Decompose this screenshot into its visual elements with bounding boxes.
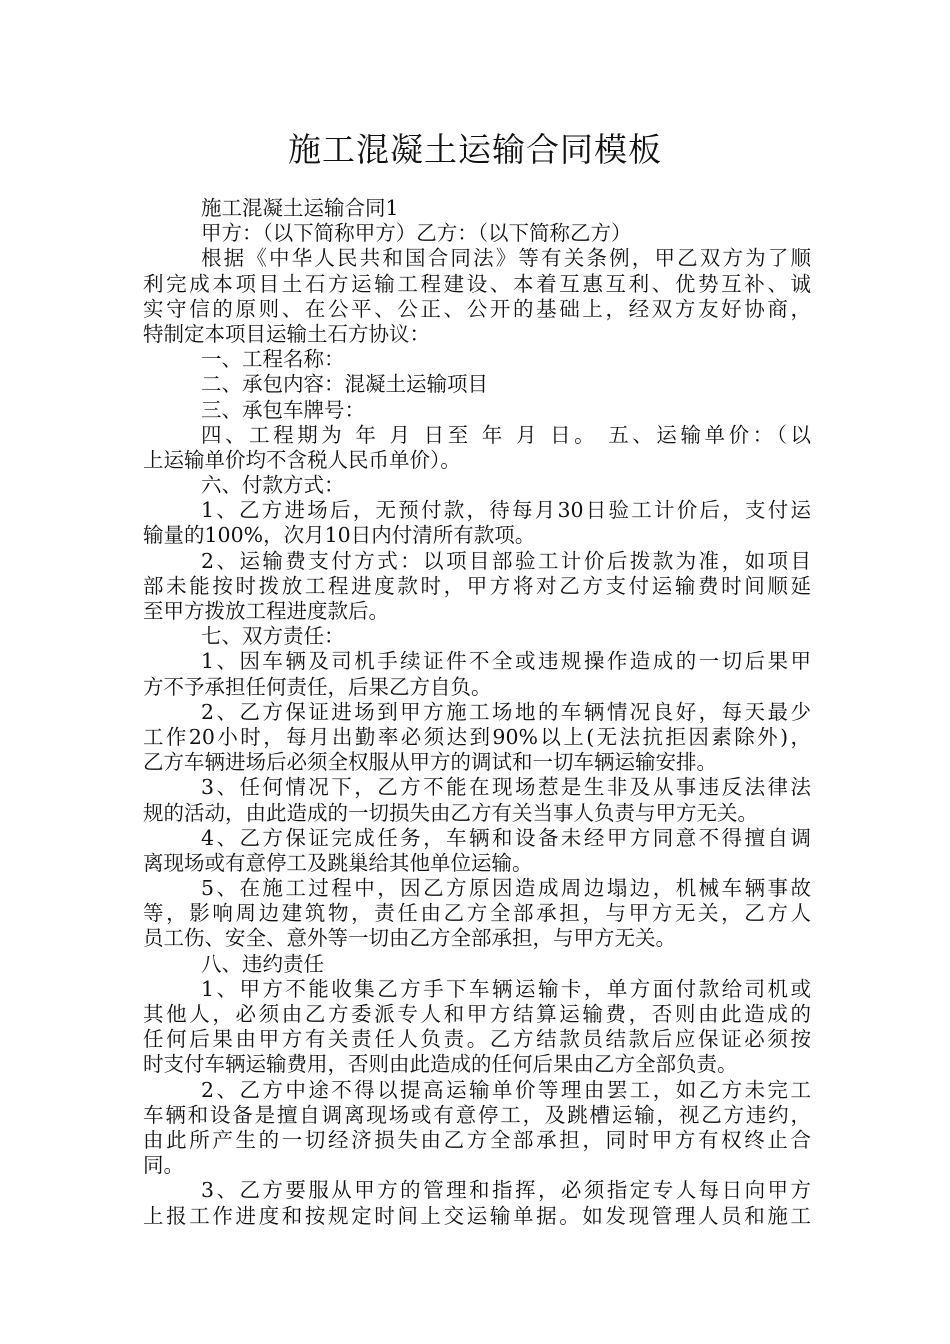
body-line: 2、乙方保证进场到甲方施工场地的车辆情况良好，每天最少 [201, 699, 811, 724]
body-line: 七、双方责任： [201, 624, 345, 649]
body-line: 一、工程名称： [201, 347, 345, 372]
body-line: 至甲方拨放工程进度款后。 [143, 599, 389, 623]
body-line: 根据《中华人民共和国合同法》等有关条例，甲乙双方为了顺 [201, 246, 811, 271]
body-line: 利完成本项目土石方运输工程建设、本着互惠互利、优势互补、诚 [143, 271, 811, 296]
body-line: 时支付车辆运输费用，否则由此造成的任何后果由乙方全部负责。 [143, 1052, 738, 1077]
body-line: 工作20小时，每月出勤率必须达到90%以上(无法抗拒因素除外)， [143, 724, 811, 749]
body-line: 上运输单价均不含税人民币单价）。 [143, 447, 461, 472]
body-line: 1、因车辆及司机手续证件不全或违规操作造成的一切后果甲 [201, 649, 811, 674]
body-line: 其他人，必须由乙方委派专人和甲方结算运输费，否则由此造成的 [143, 1002, 811, 1026]
body-line: 任何后果由甲方有关责任人负责。乙方结款员结款后应保证必须按 [143, 1027, 811, 1052]
body-line: 方不予承担任何责任，后果乙方自负。 [143, 674, 492, 699]
body-line: 由此所产生的一切经济损失由乙方全部承担，同时甲方有权终止合 [143, 1127, 811, 1152]
body-line: 2、运输费支付方式：以项目部验工计价后拨款为准，如项目 [201, 548, 811, 573]
body-line: 特制定本项目运输土石方协议： [143, 321, 430, 346]
document-body [143, 196, 811, 1229]
body-line: 三、承包车牌号： [201, 397, 365, 422]
body-line: 四、工程期为 年 月 日至 年 月 日。 五、运输单价：（以 [201, 422, 811, 447]
body-line: 3、乙方要服从甲方的管理和指挥，必须指定专人每日向甲方 [201, 1178, 811, 1203]
body-line: 4、乙方保证完成任务，车辆和设备未经甲方同意不得擅自调 [201, 825, 811, 850]
body-line: 等，影响周边建筑物，责任由乙方全部承担，与甲方无关，乙方人 [143, 901, 811, 926]
document-title: 施工混凝土运输合同模板 [288, 130, 662, 169]
body-line: 输量的100%，次月10日内付清所有款项。 [143, 523, 536, 548]
body-line: 2、乙方中途不得以提高运输单价等理由罢工，如乙方未完工 [201, 1077, 811, 1102]
body-line: 实守信的原则、在公平、公正、公开的基础上，经双方友好协商， [143, 296, 811, 321]
body-line: 甲方：（以下简称甲方）乙方：（以下简称乙方） [201, 221, 632, 246]
body-line: 八、违约责任 [201, 951, 324, 976]
body-line: 离现场或有意停工及跳巢给其他单位运输。 [143, 850, 533, 875]
body-line: 5、在施工过程中，因乙方原因造成周边塌边，机械车辆事故 [201, 876, 811, 901]
body-line: 规的活动，由此造成的一切损失由乙方有关当事人负责与甲方无关。 [143, 800, 758, 825]
body-line: 3、任何情况下，乙方不能在现场惹是生非及从事违反法律法 [201, 775, 811, 800]
body-line: 员工伤、安全、意外等一切由乙方全部承担，与甲方无关。 [143, 926, 676, 951]
body-line: 1、甲方不能收集乙方手下车辆运输卡，单方面付款给司机或 [201, 976, 811, 1001]
body-line: 六、付款方式： [201, 473, 345, 498]
body-line: 车辆和设备是擅自调离现场或有意停工，及跳槽运输，视乙方违约， [143, 1102, 811, 1127]
body-line: 乙方车辆进场后必须全权服从甲方的调试和一切车辆运输安排。 [143, 750, 717, 775]
body-line: 部未能按时拨放工程进度款时，甲方将对乙方支付运输费时间顺延 [143, 573, 811, 598]
body-line: 二、承包内容：混凝土运输项目 [201, 372, 488, 397]
body-line: 1、乙方进场后，无预付款，待每月30日验工计价后，支付运 [201, 498, 811, 523]
body-line: 上报工作进度和按规定时间上交运输单据。如发现管理人员和施工 [143, 1203, 811, 1228]
body-line: 同。 [143, 1153, 184, 1178]
body-line: 施工混凝土运输合同1 [201, 196, 399, 220]
